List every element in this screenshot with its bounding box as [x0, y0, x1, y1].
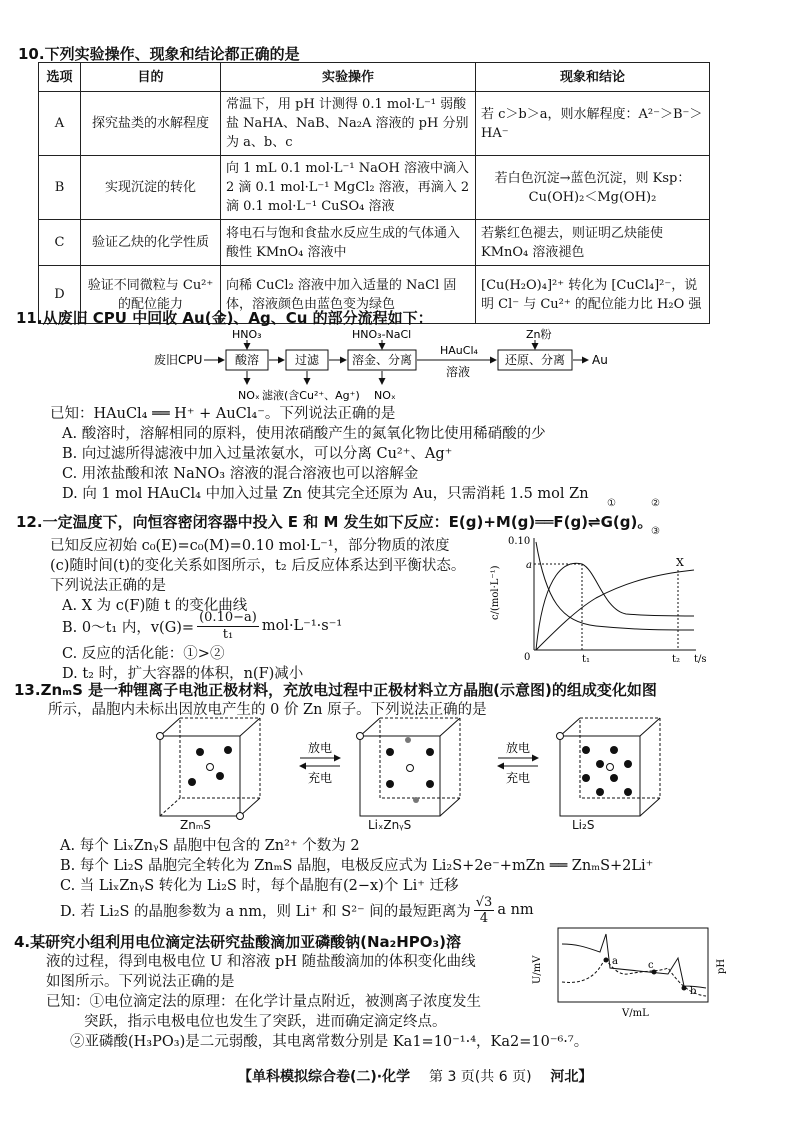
- q13-option-b: B. 每个 Li₂S 晶胞完全转化为 ZnₘS 晶胞，电极反应式为 Li₂S+2e⁻+mZn ══ ZnₘS+2Li⁺: [60, 858, 654, 874]
- q13-option-c: C. 当 LiₓZnᵧS 转化为 Li₂S 时，每个晶胞有(2−x)个 Li⁺ 迁移: [60, 878, 459, 894]
- header-operation: 实验操作: [221, 63, 476, 92]
- q11-option-a: A. 酸溶时，溶解相同的原料，使用浓硝酸产生的氮氧化物比使用稀硝酸的少: [62, 426, 546, 442]
- flow-step1: 酸溶: [234, 353, 260, 367]
- q12-xtick-t1: t₁: [582, 654, 591, 665]
- crystal-cell-znms: [157, 718, 261, 820]
- q12-ylabel: c/(mol·L⁻¹): [490, 565, 501, 620]
- q13-option-a: A. 每个 LiₓZnᵧS 晶胞中包含的 Zn²⁺ 个数为 2: [60, 838, 360, 854]
- flow-reagent4: Zn粉: [526, 328, 552, 341]
- crystal-cell-lixznys: [357, 718, 461, 816]
- q13-charge-2: 充电: [506, 771, 531, 785]
- q12-b-denominator: t₁: [222, 626, 234, 642]
- row-operation: 向 1 mL 0.1 mol·L⁻¹ NaOH 溶液中滴入 2 滴 0.1 mol·L⁻¹ MgCl₂ 溶液，再滴入 2 滴 0.1 mol·L⁻¹ CuSO₄ 溶液: [221, 156, 476, 220]
- row-option: C: [39, 220, 81, 266]
- q13-d-suffix: a nm: [497, 902, 534, 918]
- q12-b-prefix: B. 0～t₁ 内，v(G)=: [62, 619, 195, 636]
- q14-plot-frame: [558, 928, 708, 1002]
- q13-stem-2: 所示，晶胞内未标出因放电产生的 0 价 Zn 原子。下列说法正确的是: [48, 702, 487, 718]
- q12-xlabel: t/s: [694, 654, 707, 665]
- q12-arrow-label-1: ①: [607, 498, 616, 509]
- q14-known-3: ②亚磷酸(H₃PO₃)是二元弱酸，其电离常数分别是 Ka1=10⁻¹·⁴，Ka2=10⁻⁶·⁷。: [70, 1034, 589, 1050]
- q10-stem: 10.下列实验操作、现象和结论都正确的是: [18, 45, 300, 63]
- q13-charge-1: 充电: [308, 771, 333, 785]
- row-goal: 验证不同微粒与 Cu²⁺ 的配位能力: [81, 266, 221, 324]
- q13-discharge-1: 放电: [308, 741, 333, 755]
- q13-d-prefix: D. 若 Li₂S 的晶胞参数为 a nm，则 Li⁺ 和 S²⁻ 间的最短距离为: [60, 903, 471, 920]
- row-result: 若白色沉淀→蓝色沉淀，则 Ksp：Cu(OH)₂＜Mg(OH)₂: [476, 156, 710, 220]
- q12-option-b: [62, 606, 342, 646]
- q13-d-denominator: 4: [479, 910, 489, 926]
- row-option: A: [39, 92, 81, 156]
- table-row: [39, 156, 710, 220]
- q11-flowchart: [150, 324, 630, 404]
- q12-line2: (c)随时间(t)的变化关系如图所示，t₂ 后反应体系达到平衡状态。: [50, 558, 466, 574]
- crystal-cell-li2s: [557, 718, 661, 816]
- q12-option-a: A. X 为 c(F)随 t 的变化曲线: [62, 598, 248, 614]
- q14-ylabel-left: U/mV: [532, 955, 543, 984]
- footer-page: 第 3 页(共 6 页): [429, 1069, 532, 1085]
- table-header-row: [39, 63, 710, 92]
- flow-reagent1: HNO₃: [232, 328, 262, 341]
- q12-curve-decreasing: [536, 542, 694, 630]
- q12-ytick-010: 0.10: [508, 536, 531, 547]
- q11-option-d: D. 向 1 mol HAuCl₄ 中加入过量 Zn 使其完全还原为 Au，只需消耗 1.5 mol Zn: [62, 486, 589, 502]
- q11-known: 已知：HAuCl₄ ══ H⁺ + AuCl₄⁻。下列说法正确的是: [50, 406, 396, 422]
- flow-reagent3: HNO₃-NaCl: [352, 328, 412, 341]
- flow-start: 废旧CPU: [154, 353, 203, 367]
- q13-d-numerator: √3: [475, 894, 493, 910]
- q12-b-numerator: (0.10−a): [199, 609, 257, 625]
- q14-ylabel-right: pH: [716, 958, 727, 974]
- q12-arrow-label-3: ③: [651, 526, 660, 537]
- q12-curve-peak: [536, 563, 694, 650]
- flow-filtrate: 滤液(含Cu²⁺、Ag⁺): [262, 389, 360, 402]
- q11-option-c: C. 用浓盐酸和浓 NaNO₃ 溶液的混合溶液也可以溶解金: [62, 466, 419, 482]
- flow-step3: 溶金、分离: [351, 353, 413, 367]
- q12-xtick-t2: t₂: [672, 654, 681, 665]
- q12-line3: 下列说法正确的是: [50, 578, 166, 594]
- row-result: [Cu(H₂O)₄]²⁺ 转化为 [CuCl₄]²⁻，说明 Cl⁻ 与 Cu²⁺ 的配位能力比 H₂O 强: [476, 266, 710, 324]
- flow-out1: NOₓ: [238, 389, 260, 402]
- q13-cell-label-3: Li₂S: [572, 818, 595, 832]
- row-option: D: [39, 266, 81, 324]
- header-option: 选项: [39, 63, 81, 92]
- row-result: 若紫红色褪去，则证明乙炔能使 KMnO₄ 溶液褪色: [476, 220, 710, 266]
- q14-line-1: 4.某研究小组利用电位滴定法研究盐酸滴加亚磷酸钠(Na₂HPO₃)溶: [14, 933, 461, 951]
- q12-option-d: D. t₂ 时，扩大容器的体积，n(F)减小: [62, 666, 304, 682]
- footer: [238, 1066, 592, 1086]
- row-result: 若 c＞b＞a，则水解程度：A²⁻＞B⁻＞HA⁻: [476, 92, 710, 156]
- q14-point-a: a: [612, 956, 618, 967]
- q13-cell-label-1: ZnₘS: [180, 818, 211, 832]
- q12-option-c: C. 反应的活化能：①>②: [62, 646, 225, 662]
- row-option: B: [39, 156, 81, 220]
- q12-arrow-label-2: ②: [651, 498, 660, 509]
- row-goal: 探究盐类的水解程度: [81, 92, 221, 156]
- q14-chart: [528, 924, 738, 1024]
- q13-crystal-figure: [140, 712, 680, 832]
- flow-mid1: HAuCl₄: [440, 344, 478, 357]
- flow-mid2: 溶液: [446, 365, 471, 379]
- q13-discharge-2: 放电: [506, 741, 531, 755]
- table-row: [39, 220, 710, 266]
- footer-region: 河北】: [550, 1069, 593, 1085]
- q14-line-3: 如图所示。下列说法正确的是: [46, 974, 235, 990]
- q14-curve-ph: [562, 961, 706, 996]
- q14-point-b: b: [690, 986, 697, 997]
- q11-stem: 11.从废旧 CPU 中回收 Au(金)、Ag、Cu 的部分流程如下：: [16, 309, 433, 327]
- row-goal: 验证乙炔的化学性质: [81, 220, 221, 266]
- q13-d-fraction: [474, 895, 495, 926]
- row-operation: 常温下，用 pH 计测得 0.1 mol·L⁻¹ 弱酸盐 NaHA、NaB、Na₂A 溶液的 pH 分别为 a、b、c: [221, 92, 476, 156]
- q12-line1: 已知反应初始 c₀(E)=c₀(M)=0.10 mol·L⁻¹，部分物质的浓度: [50, 538, 450, 554]
- q12-stem: 12.一定温度下，向恒容密闭容器中投入 E 和 M 发生如下反应：E(g)+M(g)══F(g)⇌G(g)。: [16, 513, 653, 531]
- flow-step2: 过滤: [294, 353, 320, 367]
- row-goal: 实现沉淀的转化: [81, 156, 221, 220]
- q14-point-c: c: [648, 960, 654, 971]
- header-goal: 目的: [81, 63, 221, 92]
- row-operation: 向稀 CuCl₂ 溶液中加入适量的 NaCl 固体，溶液颜色由蓝色变为绿色: [221, 266, 476, 324]
- q10-table: [38, 62, 710, 324]
- footer-title: 【单科模拟综合卷(二)·化学: [238, 1069, 411, 1085]
- q12-ytick-0: 0: [524, 652, 531, 663]
- q12-ytick-a: a: [526, 560, 532, 571]
- q14-known-1: 已知：①电位滴定法的原理：在化学计量点附近，被测离子浓度发生: [46, 994, 481, 1010]
- q13-stem-1: 13.ZnₘS 是一种锂离子电池正极材料，充放电过程中正极材料立方晶胞(示意图)的组成变化如图: [14, 681, 657, 699]
- q12-b-unit: mol·L⁻¹·s⁻¹: [261, 618, 343, 634]
- q11-option-b: B. 向过滤所得滤液中加入过量浓氨水，可以分离 Cu²⁺、Ag⁺: [62, 446, 453, 462]
- q12-chart: [486, 530, 716, 670]
- flow-step4: 还原、分离: [504, 353, 566, 367]
- flow-out3: NOₓ: [374, 389, 396, 402]
- q12-curve-x: [536, 570, 694, 650]
- header-result: 现象和结论: [476, 63, 710, 92]
- q14-known-2: 突跃，指示电极电位也发生了突跃，进而确定滴定终点。: [84, 1014, 447, 1030]
- q14-xlabel: V/mL: [622, 1008, 649, 1019]
- q12-b-fraction: [197, 610, 259, 643]
- q12-curve-label-x: X: [676, 556, 684, 569]
- row-operation: 将电石与饱和食盐水反应生成的气体通入酸性 KMnO₄ 溶液中: [221, 220, 476, 266]
- q13-cell-label-2: LiₓZnᵧS: [368, 818, 412, 832]
- table-row: [39, 92, 710, 156]
- flow-end: Au: [592, 353, 608, 367]
- q13-option-d: [60, 890, 534, 930]
- q14-line-2: 液的过程，得到电极电位 U 和溶液 pH 随盐酸滴加的体积变化曲线: [46, 954, 476, 970]
